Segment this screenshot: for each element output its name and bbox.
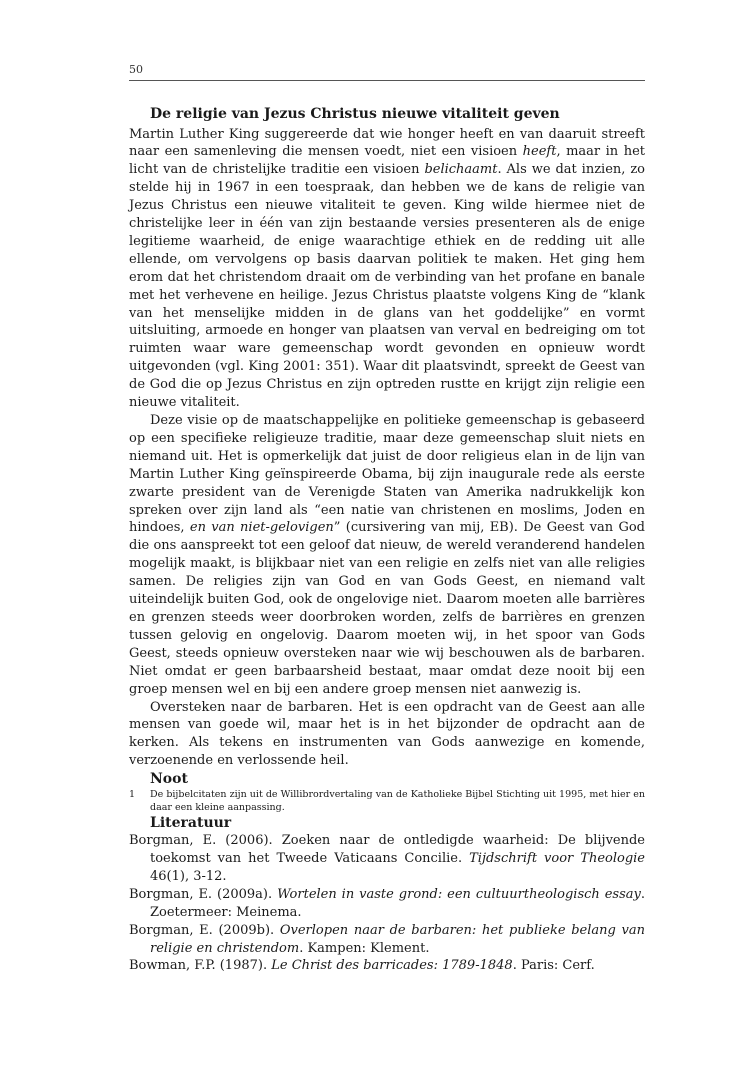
section-title: De religie van Jezus Christus nieuwe vitaliteit geven (150, 106, 560, 122)
italic-text: Le Christ des barricades: 1789-1848 (271, 958, 513, 974)
reference-entry: Borgman, E. (2009b). Overlopen naar de barbaren: het publieke belang van religie en christendom. Kampen: Klement. (129, 922, 645, 956)
reference-entry: Borgman, E. (2006). Zoeken naar de ontledigde waarheid: De blijvende toekomst van het Tweede Vaticaans Concilie. Tijdschrift voor Theologie 46(1), 3-12. (129, 833, 645, 884)
italic-text: Wortelen in vaste grond: een cultuurtheologisch essay (277, 886, 641, 902)
notes-heading: Noot (150, 771, 188, 788)
page-content (129, 104, 645, 975)
page-number: 50 (129, 63, 143, 76)
body-paragraph: Martin Luther King suggereerde dat wie honger heeft en van daaruit streeft naar een samenleving die mensen voedt, niet een visioen heeft, maar in het licht van de christelijke traditie een visioen belichaamt. Als we dat inzien, zo stelde hij in 1967 in een toespraak, dan hebben we de kans de religie van Jezus Christus een nieuwe vitaliteit te geven. King wilde hiermee niet de christelijke leer in één van zijn bestaande versies presenteren als de enige legitieme waarheid, de enige waarachtige ethiek en de redding uit alle ellende, om vervolgens op basis daarvan politiek te maken. Het ging hem erom dat het christendom draait om de verbinding van het profane en banale met het verhevene en heilige. Jezus Christus plaatste volgens King de “klank van het menselijke midden in de glans van het goddelijke” en vormt uitsluiting, armoede en honger van plaatsen van verval en bedreiging om tot ruimten waar ware gemeenschap wordt gevonden en opnieuw wordt uitgevonden (vgl. King 2001: 351). Waar dit plaatsvindt, spreekt de Geest van de God die op Jezus Christus en zijn optreden rustte en krijgt zijn religie een nieuwe vitaliteit. (129, 126, 646, 411)
body-paragraph: Oversteken naar de barbaren. Het is een opdracht van de Geest aan alle mensen van goede wil, maar het is in het bijzonder de opdracht aan de kerken. Als tekens en instrumenten van Gods aanwezige en komende, verzoenende en verlossende heil. (129, 699, 645, 769)
italic-text: Overlopen naar de barbaren: het publieke belang van religie en christendom (150, 922, 645, 956)
footnote-number: 1 (129, 789, 136, 801)
italic-text: Tijdschrift voor Theologie (469, 851, 645, 867)
footnote (129, 788, 645, 814)
italic-text: belichaamt (424, 162, 498, 178)
reference-entry: Borgman, E. (2009a). Wortelen in vaste grond: een cultuurtheologisch essay. Zoetermeer: Meinema. (129, 886, 645, 920)
body-paragraph: Deze visie op de maatschappelijke en politieke gemeenschap is gebaseerd op een specifieke religieuze traditie, maar deze gemeenschap sluit niets en niemand uit. Het is opmerkelijk dat juist de door religieus elan in de lijn van Martin Luther King geïnspireerde Obama, bij zijn inaugurale rede als eerste zwarte president van de Verenigde Staten van Amerika nadrukkelijk kon spreken over zijn land als “een natie van christenen en moslims, Joden en hindoes, en van niet-gelovigen” (cursivering van mij, EB). De Geest van God die ons aanspreekt tot een geloof dat nieuw, de wereld veranderend handelen mogelijk maakt, is blijkbaar niet van een religie en zelfs niet van alle religies samen. De religies zijn van God en van Gods Geest, en niemand valt uiteindelijk buiten God, ook de ongelovige niet. Daarom moeten alle barrières en grenzen steeds weer doorbroken worden, zelfs de barrières en grenzen tussen gelovig en ongelovig. Daarom moeten wij, in het spoor van Gods Geest, steeds opnieuw oversteken naar wie wij beschouwen als de barbaren. Niet omdat er geen barbaarsheid bestaat, maar omdat deze nooit bij een groep mensen wel en bij een andere groep mensen niet aanwezig is. (129, 413, 645, 697)
header-rule (129, 80, 645, 81)
footnote-text: De bijbelcitaten zijn uit de Willibrordvertaling van de Katholieke Bijbel Stichting uit 1995, met hier en daar een kleine aanpassing. (150, 789, 645, 814)
italic-text: heeft (522, 144, 557, 160)
italic-text: en van niet-gelovigen (189, 520, 334, 536)
literature-heading: Literatuur (150, 815, 232, 832)
reference-entry: Bowman, F.P. (1987). Le Christ des barricades: 1789-1848. Paris: Cerf. (129, 958, 595, 974)
